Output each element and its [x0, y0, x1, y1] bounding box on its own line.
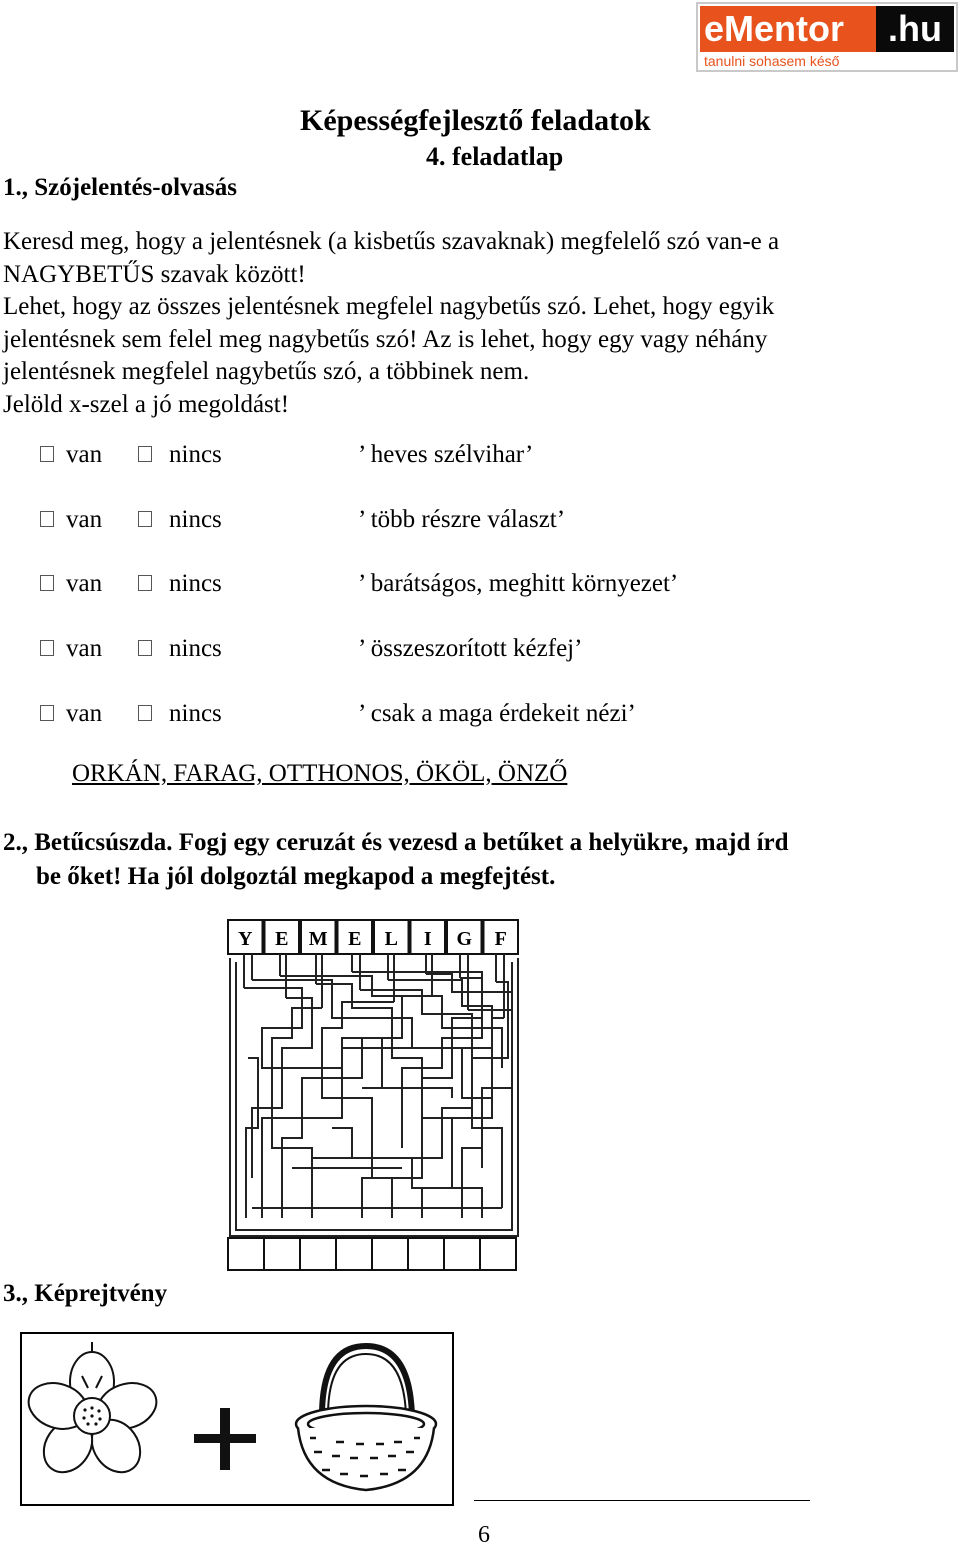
answer-cell[interactable]: [300, 1238, 336, 1270]
instruction-line: Lehet, hogy az összes jelentésnek megfelel nagybetűs szó. Lehet, hogy egyik: [3, 293, 775, 320]
nincs-checkbox[interactable]: [138, 575, 152, 591]
van-label: van: [66, 506, 103, 533]
answer-cell[interactable]: [372, 1238, 408, 1270]
meaning-text: ’ összeszorított kézfej’: [358, 635, 583, 662]
logo-brand: eMentor: [704, 8, 845, 49]
page-number: 6: [478, 1522, 490, 1548]
meaning-text: ’ több részre választ’: [358, 506, 566, 533]
nincs-label: nincs: [169, 441, 222, 468]
answer-cells: [228, 1238, 516, 1270]
van-checkbox[interactable]: [40, 640, 54, 656]
answer-cell[interactable]: [444, 1238, 480, 1270]
van-label: van: [66, 635, 103, 662]
flower-icon: [23, 1342, 163, 1482]
van-label: van: [66, 441, 103, 468]
section1-instructions: [3, 226, 943, 421]
page-title: Képességfejlesztő feladatok: [300, 104, 651, 137]
instruction-line: Jelöld x-szel a jó megoldást!: [3, 390, 290, 418]
nincs-label: nincs: [169, 700, 222, 727]
section2-heading-line: 2., Betűcsúszda. Fogj egy ceruzát és vezesd a betűket a helyükre, majd írd: [3, 829, 789, 856]
maze-letter: E: [275, 928, 289, 950]
section2-heading: [3, 826, 943, 894]
page-subtitle: 4. feladatlap: [426, 142, 564, 171]
logo-slogan: tanulni sohasem késő: [700, 52, 954, 70]
maze-paths: [230, 954, 518, 1236]
picture-puzzle-box: [20, 1332, 454, 1506]
nincs-label: nincs: [169, 570, 222, 597]
maze-letter: I: [423, 928, 432, 950]
maze-letter: F: [494, 928, 507, 950]
logo-brand-bar: [700, 6, 954, 52]
ementor-logo: [696, 2, 958, 72]
maze-letter: L: [384, 928, 398, 950]
letter-maze: [222, 918, 524, 1274]
logo-tld: .hu: [876, 6, 954, 52]
plus-icon: [194, 1408, 256, 1470]
section3-heading: 3., Képrejtvény: [3, 1280, 168, 1307]
maze-letter: E: [348, 928, 362, 950]
answer-line[interactable]: [474, 1500, 810, 1501]
answer-cell[interactable]: [264, 1238, 300, 1270]
maze-letter: G: [456, 928, 473, 950]
answer-cell[interactable]: [336, 1238, 372, 1270]
maze-letter: M: [308, 928, 328, 950]
meaning-text: ’ heves szélvihar’: [358, 441, 534, 468]
nincs-label: nincs: [169, 506, 222, 533]
nincs-checkbox[interactable]: [138, 446, 152, 462]
basket-icon: [296, 1346, 436, 1490]
nincs-checkbox[interactable]: [138, 705, 152, 721]
nincs-label: nincs: [169, 635, 222, 662]
instruction-line: jelentésnek megfelel nagybetűs szó, a többinek nem.: [3, 358, 530, 385]
instruction-line: NAGYBETŰS szavak között!: [3, 260, 306, 288]
nincs-checkbox[interactable]: [138, 640, 152, 656]
meaning-text: ’ barátságos, meghitt környezet’: [358, 570, 679, 597]
answer-cell[interactable]: [408, 1238, 444, 1270]
word-list: ORKÁN, FARAG, OTTHONOS, ÖKÖL, ÖNZŐ: [72, 760, 568, 787]
nincs-checkbox[interactable]: [138, 511, 152, 527]
instruction-line: jelentésnek sem felel meg nagybetűs szó! Az is lehet, hogy egy vagy néhány: [3, 325, 768, 353]
van-label: van: [66, 700, 103, 727]
meaning-text: ’ csak a maga érdekeit nézi’: [358, 700, 636, 727]
van-checkbox[interactable]: [40, 575, 54, 591]
van-checkbox[interactable]: [40, 511, 54, 527]
van-checkbox[interactable]: [40, 446, 54, 462]
answer-cell[interactable]: [480, 1238, 516, 1270]
letter-cells: [228, 920, 518, 954]
maze-letter: Y: [238, 928, 253, 950]
instruction-line: Keresd meg, hogy a jelentésnek (a kisbetűs szavaknak) megfelelő szó van-e a: [3, 228, 780, 255]
section2-heading-line: be őket! Ha jól dolgoztál megkapod a megfejtést.: [36, 863, 556, 890]
section1-heading: 1., Szójelentés-olvasás: [3, 174, 237, 201]
answer-cell[interactable]: [228, 1238, 264, 1270]
van-checkbox[interactable]: [40, 705, 54, 721]
van-label: van: [66, 570, 103, 597]
